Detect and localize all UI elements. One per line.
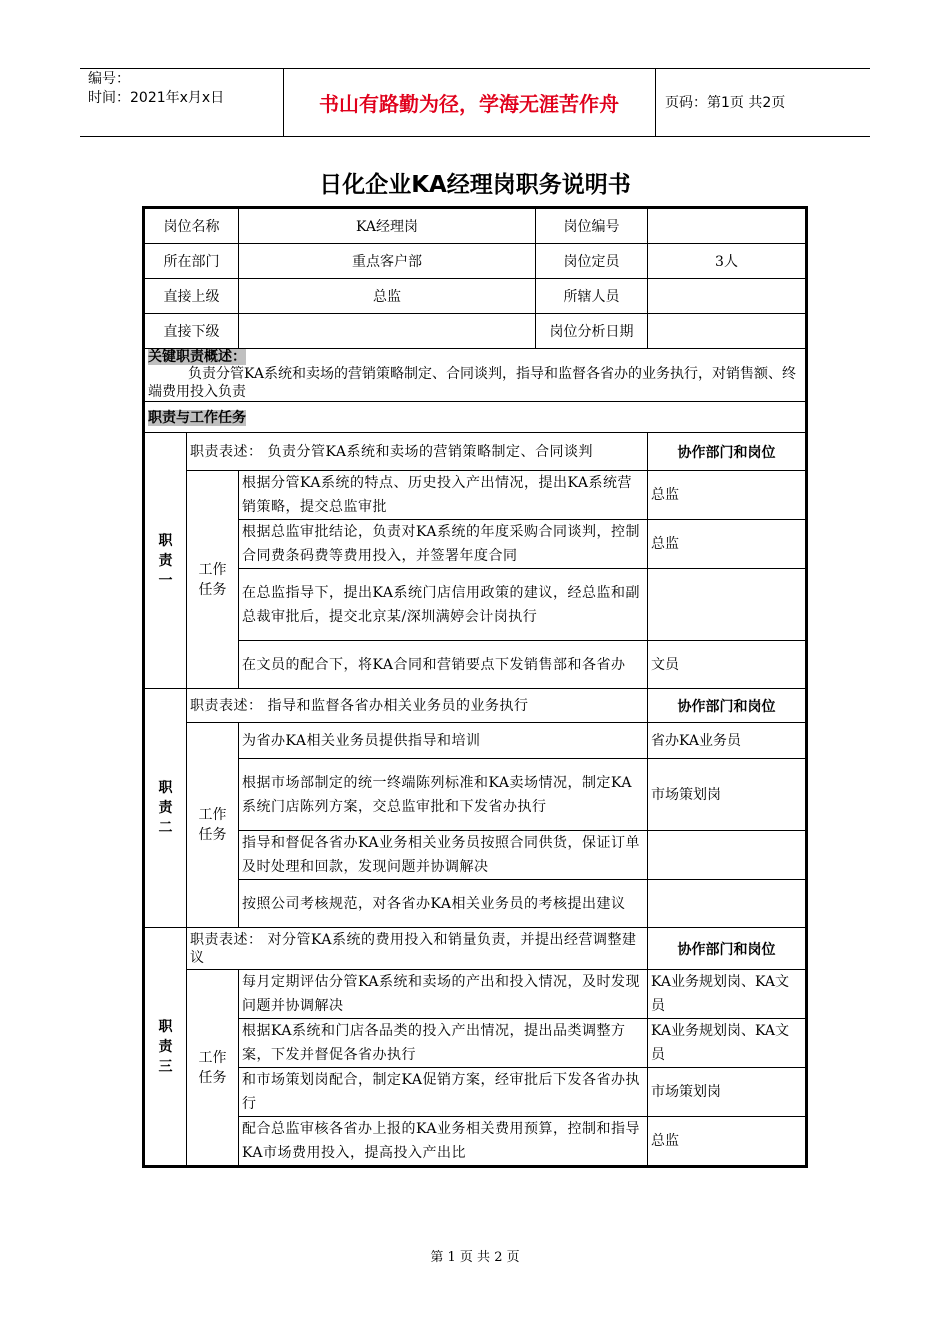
task-row (145, 1068, 806, 1117)
duty-label-text: 职责二 (158, 780, 173, 836)
task-text: 根据总监审批结论，负责对KA系统的年度采购合同谈判，控制合同费条码费等费用投入，并签署年度合同 (239, 520, 648, 569)
task-collab-dept (648, 569, 806, 641)
task-collab-dept: KA业务规划岗、KA文员 (648, 1019, 806, 1068)
task-text: 为省办KA相关业务员提供指导和培训 (239, 723, 648, 759)
info-value (648, 314, 806, 349)
task-row (145, 520, 806, 569)
header-separator (655, 68, 656, 136)
page-footer: 第 1 页 共 2 页 (430, 1250, 520, 1265)
info-label: 岗位名称 (145, 209, 239, 244)
header-meta (88, 70, 224, 108)
summary-text-row (145, 365, 806, 402)
info-value: 3人 (648, 244, 806, 279)
task-label-text: 工作任务 (198, 561, 227, 598)
info-value: 重点客户部 (239, 244, 536, 279)
duty-description-row (145, 928, 806, 970)
task-text: 在文员的配合下，将KA合同和营销要点下发销售部和各省办 (239, 641, 648, 689)
task-text: 根据KA系统和门店各品类的投入产出情况，提出品类调整方案，下发并督促各省办执行 (239, 1019, 648, 1068)
task-label (187, 723, 239, 928)
duty-description: 职责表述： 指导和监督各省办相关业务员的业务执行 (187, 689, 648, 723)
task-row (145, 641, 806, 689)
task-label (187, 970, 239, 1166)
task-row (145, 1117, 806, 1166)
task-collab-dept: 总监 (648, 471, 806, 520)
duty-label (145, 433, 187, 689)
info-value (239, 314, 536, 349)
task-text: 指导和督促各省办KA业务相关业务员按照合同供货，保证订单及时处理和回款，发现问题并协调解决 (239, 831, 648, 880)
task-text: 在总监指导下，提出KA系统门店信用政策的建议，经总监和副总裁审批后，提交北京某/深圳满婷会计岗执行 (239, 569, 648, 641)
task-text: 根据分管KA系统的特点、历史投入产出情况，提出KA系统营销策略，提交总监审批 (239, 471, 648, 520)
task-text: 配合总监审核各省办上报的KA业务相关费用预算，控制和指导KA市场费用投入，提高投入产出比 (239, 1117, 648, 1166)
info-label: 所辖人员 (536, 279, 648, 314)
document-number-label: 编号： (88, 71, 130, 87)
task-text: 根据市场部制定的统一终端陈列标准和KA卖场情况，制定KA系统门店陈列方案，交总监审批和下发省办执行 (239, 759, 648, 831)
task-label-text: 工作任务 (198, 1049, 227, 1086)
task-label (187, 471, 239, 689)
document-time-label: 时间：2021年x月x日 (88, 90, 225, 106)
info-label: 岗位分析日期 (536, 314, 648, 349)
task-row (145, 880, 806, 928)
duty-label-text: 职责一 (158, 532, 173, 589)
job-description-table (144, 208, 806, 1166)
task-collab-dept: 省办KA业务员 (648, 723, 806, 759)
duties-heading-row (145, 402, 806, 433)
collab-header: 协作部门和岗位 (648, 433, 806, 471)
task-collab-dept (648, 831, 806, 880)
info-value: 总监 (239, 279, 536, 314)
task-text: 按照公司考核规范，对各省办KA相关业务员的考核提出建议 (239, 880, 648, 928)
info-label: 岗位编号 (536, 209, 648, 244)
duty-description: 职责表述： 对分管KA系统的费用投入和销量负责，并提出经营调整建议 (187, 928, 648, 970)
info-value: KA经理岗 (239, 209, 536, 244)
collab-header: 协作部门和岗位 (648, 928, 806, 970)
duty-description-row (145, 689, 806, 723)
info-value (648, 209, 806, 244)
info-row (145, 244, 806, 279)
duties-heading: 职责与工作任务 (148, 410, 246, 426)
info-label: 所在部门 (145, 244, 239, 279)
task-collab-dept: 总监 (648, 1117, 806, 1166)
task-collab-dept: 文员 (648, 641, 806, 689)
info-label: 直接下级 (145, 314, 239, 349)
collab-header: 协作部门和岗位 (648, 689, 806, 723)
task-row (145, 723, 806, 759)
duty-label (145, 928, 187, 1166)
task-collab-dept (648, 880, 806, 928)
duty-description-row (145, 433, 806, 471)
duty-description: 职责表述： 负责分管KA系统和卖场的营销策略制定、合同谈判 (187, 433, 648, 471)
task-row (145, 569, 806, 641)
task-row (145, 1019, 806, 1068)
task-collab-dept: 市场策划岗 (648, 1068, 806, 1117)
task-collab-dept: 总监 (648, 520, 806, 569)
document-title: 日化企业KA经理岗职务说明书 (319, 172, 631, 198)
task-collab-dept: KA业务规划岗、KA文员 (648, 970, 806, 1019)
task-label-text: 工作任务 (198, 807, 227, 843)
task-collab-dept: 市场策划岗 (648, 759, 806, 831)
summary-text: 负责分管KA系统和卖场的营销策略制定、合同谈判，指导和监督各省办的业务执行，对销售额、终端费用投入负责 (145, 365, 806, 402)
summary-heading-row (145, 349, 806, 366)
header-bottom-rule (80, 136, 870, 137)
summary-heading: 关键职责概述： (148, 349, 246, 365)
task-row (145, 831, 806, 880)
duty-label (145, 689, 187, 928)
info-row (145, 209, 806, 244)
info-label: 岗位定员 (536, 244, 648, 279)
task-row (145, 471, 806, 520)
info-value (648, 279, 806, 314)
header-motto: 书山有路勤为径，学海无涯苦作舟 (319, 91, 619, 116)
task-text: 每月定期评估分管KA系统和卖场的产出和投入情况，及时发现问题并协调解决 (239, 970, 648, 1019)
task-row (145, 759, 806, 831)
task-row (145, 970, 806, 1019)
duty-label-text: 职责三 (158, 1018, 173, 1075)
info-row (145, 314, 806, 349)
task-text: 和市场策划岗配合，制定KA促销方案，经审批后下发各省办执行 (239, 1068, 648, 1117)
info-label: 直接上级 (145, 279, 239, 314)
header-page-info: 页码：第1页 共2页 (665, 95, 786, 111)
info-row (145, 279, 806, 314)
